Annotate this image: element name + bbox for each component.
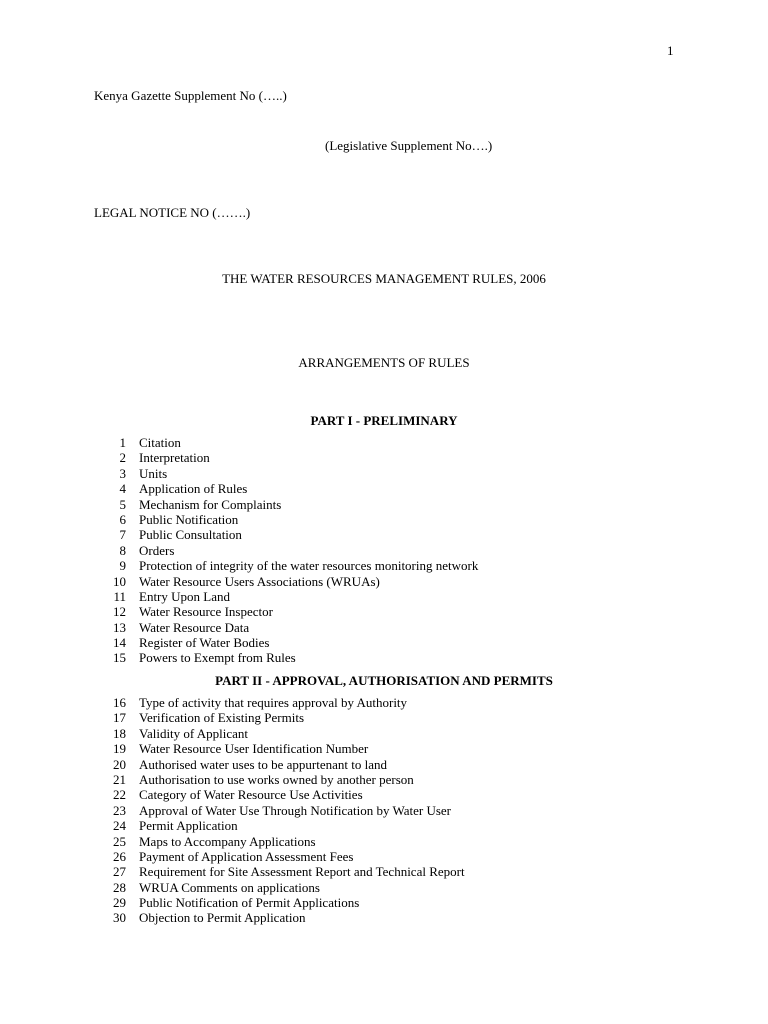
rule-item [96,710,465,725]
rule-item [96,589,478,604]
rule-item [96,435,478,450]
rule-item [96,849,465,864]
rule-number: 25 [113,833,126,849]
rule-title: Requirement for Site Assessment Report and Technical Report [139,864,465,880]
rule-number: 29 [113,895,126,911]
rule-title: Register of Water Bodies [139,635,270,651]
rule-number: 13 [113,619,126,635]
rule-title: Units [139,465,168,481]
rule-number: 4 [119,481,126,497]
rule-number: 28 [113,879,126,895]
rule-number: 17 [113,710,126,726]
rule-number: 27 [113,864,126,880]
rule-title: Citation [139,435,181,450]
legal-notice-line: LEGAL NOTICE NO (…….) [94,205,251,220]
rule-item [96,864,465,879]
rule-number: 23 [113,802,126,818]
rule-item [96,635,478,650]
rule-number: 2 [119,450,126,466]
rule-item [96,910,465,925]
legislative-supplement-line: (Legislative Supplement No….) [325,138,493,153]
rule-title: Water Resource User Identification Number [139,741,369,757]
rule-item [96,604,478,619]
rule-title: Authorised water uses to be appurtenant to land [139,756,388,772]
rule-title: Approval of Water Use Through Notification by Water User [139,802,451,818]
rule-title: Protection of integrity of the water resources monitoring network [139,558,479,574]
rule-number: 11 [113,588,126,604]
rule-item [96,803,465,818]
rule-number: 20 [113,756,126,772]
rule-item [96,772,465,787]
rule-number: 19 [113,741,126,757]
rule-title: Public Notification of Permit Applications [139,895,360,911]
rule-item [96,543,478,558]
rule-item [96,650,478,665]
rule-title: Water Resource Inspector [139,604,273,620]
rule-number: 7 [119,527,126,543]
part-heading: PART II - APPROVAL, AUTHORISATION AND PERMITS [215,673,553,688]
rule-item [96,895,465,910]
rule-title: Interpretation [139,450,210,466]
rule-number: 30 [113,910,126,926]
rule-item [96,787,465,802]
rule-number: 22 [113,787,126,803]
rule-title: Category of Water Resource Use Activities [139,787,363,803]
rule-title: Verification of Existing Permits [139,710,305,726]
rule-title: Permit Application [139,818,238,834]
document-title: THE WATER RESOURCES MANAGEMENT RULES, 2006 [222,271,546,286]
rule-number: 5 [119,496,126,512]
rule-number: 24 [113,818,126,834]
rule-title: Entry Upon Land [139,588,230,604]
rules-list [96,435,478,666]
rule-title: Mechanism for Complaints [139,496,282,512]
rule-item [96,834,465,849]
rule-number: 26 [113,848,126,864]
arrangements-heading: ARRANGEMENTS OF RULES [298,355,470,370]
rule-number: 9 [119,558,126,574]
rule-number: 8 [119,542,126,558]
rule-item [96,574,478,589]
rule-item [96,512,478,527]
rule-title: Powers to Exempt from Rules [139,650,296,666]
rule-title: Authorisation to use works owned by another person [139,771,414,787]
rule-item [96,880,465,895]
part-heading: PART I - PRELIMINARY [310,413,458,428]
rule-item [96,695,465,710]
rule-number: 3 [119,465,126,481]
rule-title: Water Resource Data [139,619,250,635]
rule-title: Public Consultation [139,527,242,543]
page-number: 1 [667,43,674,58]
rule-title: Objection to Permit Application [139,910,306,926]
rule-number: 10 [113,573,126,589]
rule-item [96,620,478,635]
rule-number: 6 [119,511,126,527]
rule-item [96,726,465,741]
rule-item [96,466,478,481]
rule-number: 12 [113,604,126,620]
rule-item [96,497,478,512]
rule-number: 15 [113,650,126,666]
rule-number: 18 [113,725,126,741]
rule-title: Validity of Applicant [139,725,249,741]
rule-title: Public Notification [139,511,239,527]
rule-item [96,741,465,756]
rule-item [96,558,478,573]
rule-item [96,818,465,833]
gazette-supplement-line: Kenya Gazette Supplement No (…..) [94,88,287,103]
rule-number: 14 [113,635,126,651]
rule-title: Payment of Application Assessment Fees [139,848,354,864]
rule-title: WRUA Comments on applications [139,879,320,895]
rule-title: Water Resource Users Associations (WRUAs) [139,573,380,589]
rule-item [96,757,465,772]
rule-title: Type of activity that requires approval by Authority [139,695,408,710]
rule-title: Orders [139,542,175,558]
rule-title: Application of Rules [139,481,248,497]
rule-item [96,527,478,542]
rule-number: 21 [113,771,126,787]
rule-number: 1 [119,435,126,450]
rule-item [96,481,478,496]
rules-list [96,695,465,926]
rule-item [96,450,478,465]
rule-number: 16 [113,695,126,710]
rule-title: Maps to Accompany Applications [139,833,316,849]
